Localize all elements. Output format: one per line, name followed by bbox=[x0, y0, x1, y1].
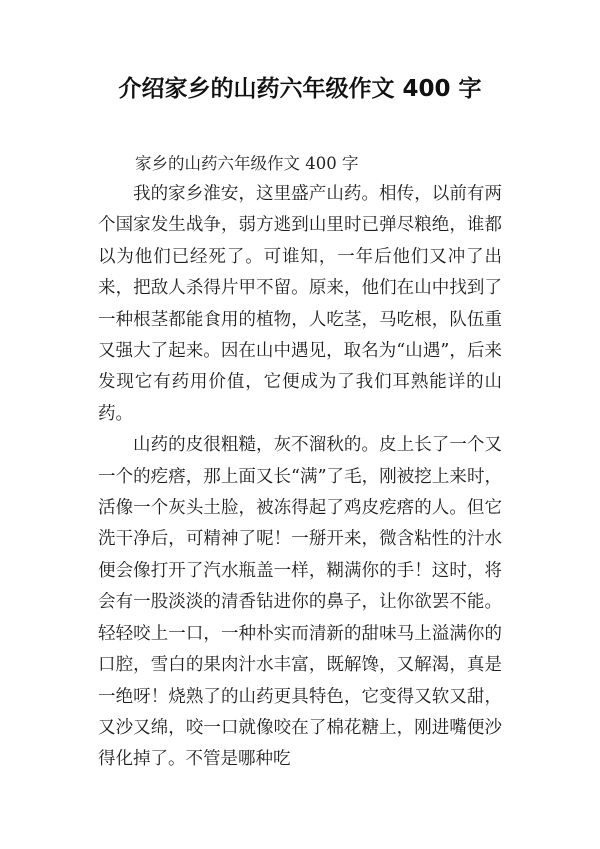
article-subtitle: 家乡的山药六年级作文 400 字 bbox=[135, 154, 359, 173]
paragraph-2: 山药的皮很粗糙，灰不溜秋的。皮上长了一个又一个的疙瘩，那上面又长“满”了毛，刚被挖上来时，活像一个灰头土脸，被冻得起了鸡皮疙瘩的人。但它洗干净后，可精神了呢！一掰开来，微含粘性的汁水便会像打开了汽水瓶盖一样，糊满你的手！这时，将会有一股淡淡的清香钻进你的鼻子，让你欲罢不能。轻轻咬上一口，一种朴实而清新的甜味马上溢满你的口腔，雪白的果肉汁水丰富，既解馋，又解渴，真是一绝呀！烧熟了的山药更具特色，它变得又软又甜，又沙又绵，咬一口就像咬在了棉花糖上，刚进嘴便沙得化掉了。不管是哪种吃 bbox=[98, 435, 502, 770]
article-body bbox=[98, 148, 502, 776]
paragraph-1: 我的家乡淮安，这里盛产山药。相传，以前有两个国家发生战争，弱方逃到山里时已弹尽粮绝，谁都以为他们已经死了。可谁知，一年后他们又冲了出来，把敌人杀得片甲不留。原来，他们在山中找到了一种根茎都能食用的植物，人吃茎，马吃根，队伍重又强大了起来。因在山中遇见，取名为“山遇”，后来发现它有药用价值，它便成为了我们耳熟能详的山药。 bbox=[98, 184, 502, 424]
page-title: 介绍家乡的山药六年级作文 400 字 bbox=[118, 76, 482, 102]
